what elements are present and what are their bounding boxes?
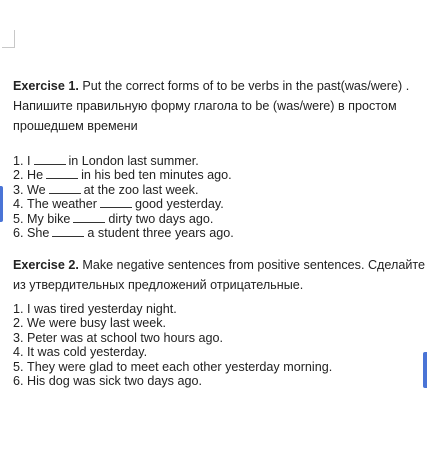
exercise-1-instruction-ru-2: прошедшем времени	[13, 119, 138, 133]
answer-blank[interactable]	[49, 183, 81, 194]
exercise-1-heading-line	[13, 76, 409, 96]
item-rest: at the zoo last week.	[83, 182, 199, 197]
item-rest: good yesterday.	[135, 197, 224, 212]
answer-blank[interactable]	[52, 226, 84, 237]
exercise-2-item	[13, 374, 332, 388]
item-number: 1.	[13, 154, 24, 168]
exercise-2-item	[13, 316, 332, 330]
exercise-2-item	[13, 331, 332, 345]
item-subject: My bike	[27, 211, 71, 226]
answer-blank[interactable]	[73, 212, 105, 223]
item-rest: a student three years ago.	[87, 226, 234, 241]
item-number: 6.	[13, 226, 24, 241]
page-corner-mark	[2, 30, 15, 48]
exercise-1-instructions	[13, 76, 409, 136]
exercise-1-item	[13, 226, 234, 240]
exercise-1-item	[13, 212, 234, 226]
exercise-2-item	[13, 302, 332, 316]
item-sentence: They were glad to meet each other yesterday morning.	[27, 359, 333, 374]
item-subject: The weather	[27, 197, 98, 212]
item-subject: She	[27, 226, 50, 241]
exercise-2-item	[13, 345, 332, 359]
answer-blank[interactable]	[46, 168, 78, 179]
exercise-1-item	[13, 154, 234, 168]
exercise-1-item	[13, 197, 234, 211]
item-number: 3.	[13, 330, 24, 345]
item-number: 4.	[13, 197, 24, 212]
answer-blank[interactable]	[34, 154, 66, 165]
item-sentence: I was tired yesterday night.	[27, 302, 177, 316]
left-scroll-handle[interactable]	[0, 186, 3, 222]
item-number: 5.	[13, 211, 24, 226]
exercise-1-list	[13, 154, 234, 240]
item-sentence: We were busy last week.	[27, 316, 167, 331]
item-number: 1.	[13, 302, 24, 316]
exercise-2-list	[13, 302, 332, 388]
item-number: 2.	[13, 168, 24, 183]
exercise-2-instructions	[13, 255, 427, 295]
exercise-2-title: Exercise 2.	[13, 258, 79, 272]
item-subject: He	[27, 168, 44, 183]
item-rest: dirty two days ago.	[108, 211, 214, 226]
exercise-1-item	[13, 183, 234, 197]
item-sentence: It was cold yesterday.	[27, 345, 148, 360]
exercise-1-title: Exercise 1.	[13, 79, 79, 93]
answer-blank[interactable]	[100, 197, 132, 208]
exercise-2-instruction-line1: Make negative sentences from positive sentences. Сделайте	[82, 258, 425, 272]
item-number: 3.	[13, 182, 24, 197]
item-number: 4.	[13, 345, 24, 360]
item-sentence: His dog was sick two days ago.	[27, 374, 202, 389]
item-sentence: Peter was at school two hours ago.	[27, 330, 224, 345]
item-number: 5.	[13, 359, 24, 374]
item-number: 6.	[13, 374, 24, 389]
exercise-1-instruction-en: Put the correct forms of to be verbs in the past(was/were) .	[82, 79, 410, 93]
exercise-1-item	[13, 168, 234, 182]
exercise-2-item	[13, 360, 332, 374]
exercise-2-heading-line	[13, 255, 427, 275]
exercise-1-instruction-ru-1: Напишите правильную форму глагола to be (was/were) в простом	[13, 99, 397, 113]
item-number: 2.	[13, 316, 24, 331]
item-rest: in his bed ten minutes ago.	[81, 168, 232, 183]
item-subject: We	[27, 182, 46, 197]
right-scroll-handle[interactable]	[423, 352, 427, 388]
item-subject: I	[27, 154, 31, 168]
exercise-2-instruction-line2: из утвердительных предложений отрицательные.	[13, 278, 304, 292]
item-rest: in London last summer.	[68, 154, 199, 168]
